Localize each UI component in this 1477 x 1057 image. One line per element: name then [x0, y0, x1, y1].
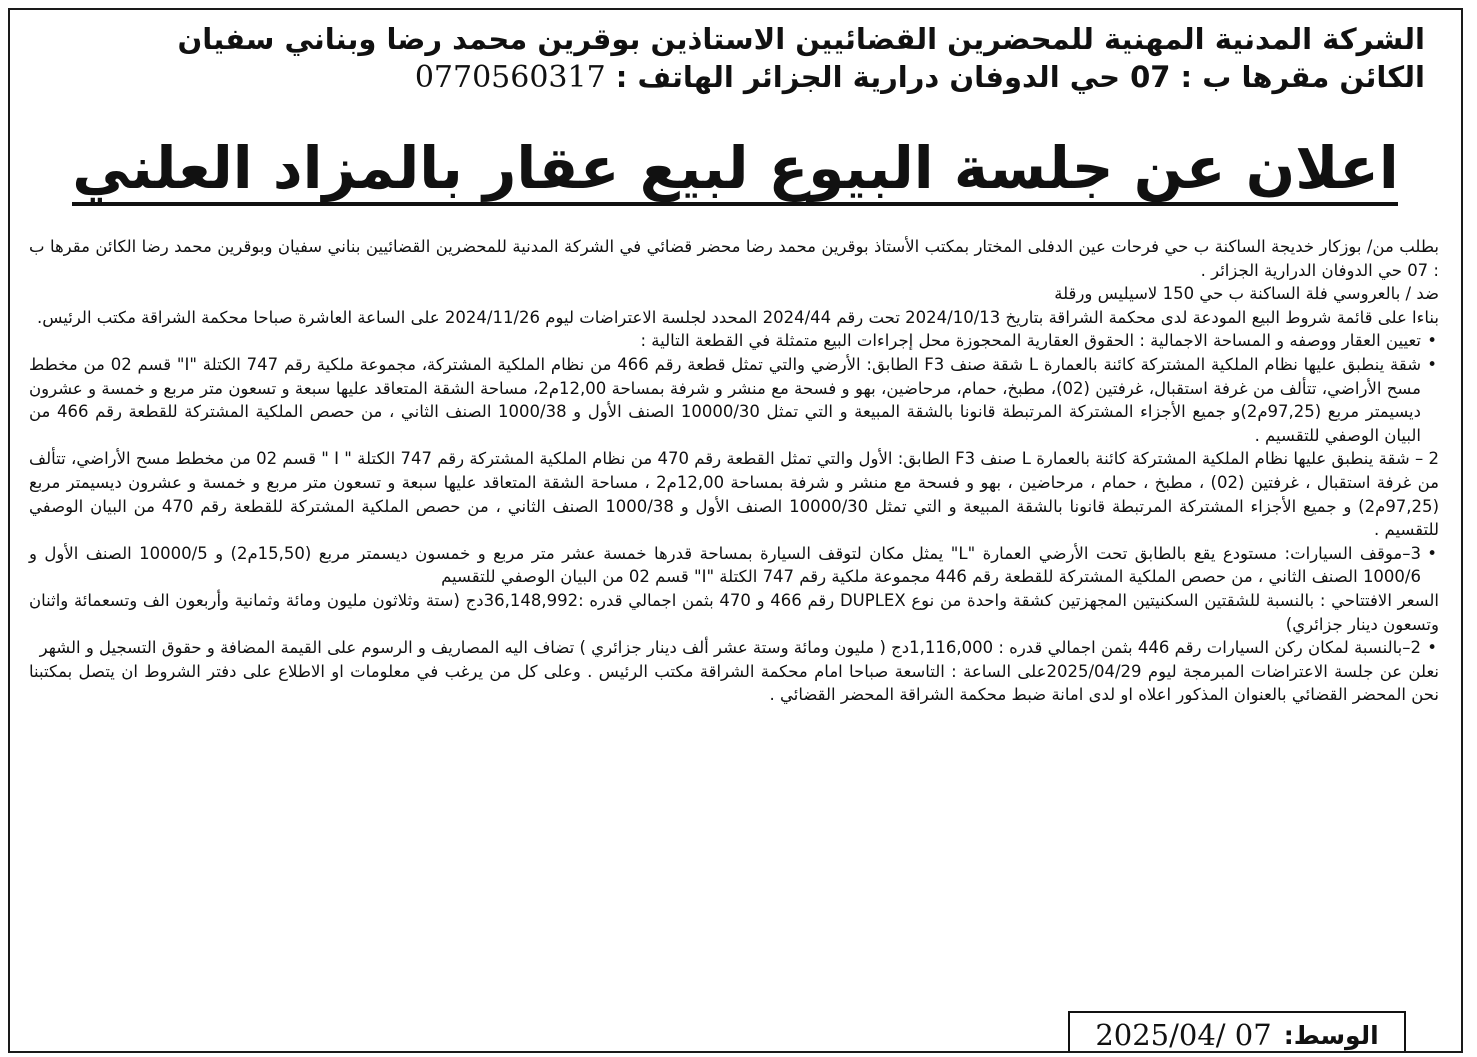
header	[25, 20, 1425, 97]
body-paragraph-session: نعلن عن جلسة الاعتراضات المبرمجة ليوم 2025/04/29على الساعة : التاسعة صباحا امام محكمة الشراقة مكتب الرئيس . وعلى كل من يرغب في معلومات او الاطلاع على دفتر الشروط ان يتصل بمكتبنا نحن المحضر القضائي بالعنوان المذكور اعلاه او لدى امانة ضبط محكمة الشراقة المحضر القضائي .	[29, 661, 1440, 705]
address-text: الكائن مقرها ب : 07 حي الدوفان درارية الجزائر الهاتف :	[615, 60, 1425, 94]
bullet-parking-price: • 2–بالنسبة لمكان ركن السيارات رقم 446 بثمن اجمالي قدره : 1,116,000دج ( مليون ومائة وستة عشر ألف دينار جزائري ) تضاف اليه المصاريف و الرسوم على القيمة المضافة و حقوق التسجيل و الشهر	[29, 636, 1439, 660]
announcement-body	[29, 235, 1439, 707]
footer-date-box	[1068, 1011, 1406, 1053]
publication-date: 2025/04/ 07	[1095, 1018, 1272, 1052]
body-paragraph-against: ضد / بالعروسي فلة الساكنة ب حي 150 لاسيليس ورقلة	[1054, 284, 1439, 304]
announcement-frame	[8, 8, 1463, 1053]
bullet-parking: • 3–موقف السيارات: مستودع يقع بالطابق تحت الأرضي العمارة "L" يمثل مكان لتوقف السيارة بمساحة قدرها خمسة عشر متر مربع و خمسون ديسمتر مربع (15,50م2) و 10000/5 الصنف الأول و 1000/6 الصنف الثاني ، من حصص الملكية المشتركة للقطعة رقم 446 مجموعة ملكية رقم 747 الكتلة "I" قسم 02 من البيان الوصفي للتقسيم	[29, 542, 1439, 589]
bullet-property-designation: • تعيين العقار ووصفه و المساحة الاجمالية : الحقوق العقارية المحجوزة محل إجراءات البيع متمثلة في القطعة التالية :	[29, 329, 1439, 353]
announcement-title: اعلان عن جلسة البيوع لبيع عقار بالمزاد العلني	[72, 134, 1399, 202]
body-paragraph-request: بطلب من/ بوزكار خديجة الساكنة ب حي فرحات عين الدفلى المختار بمكتب الأستاذ بوقرين محمد رضا محضر قضائي في الشركة المدنية للمحضرين القضائيين بناني سفيان وبوقرين محمد رضا الكائن مقرها ب : 07 حي الدوفان الدرارية الجزائر .	[29, 237, 1439, 280]
phone-number: 0770560317	[414, 60, 606, 95]
company-name: الشركة المدنية المهنية للمحضرين القضائيين الاستاذين بوقرين محمد رضا وبناني سفيان	[177, 22, 1425, 56]
title-underline	[72, 202, 1398, 206]
body-paragraph-opening-price: السعر الافتتاحي : بالنسبة للشقتين السكنيتين المجهزتين كشقة واحدة من نوع DUPLEX رقم 466 و 470 بثمن اجمالي قدره :36,148,992دج (ستة وثلاثون مليون ومائة وثمانية وأربعون الف وتسعمائة واثنان وتسعون دينار جزائري)	[29, 590, 1439, 634]
company-address	[25, 58, 1425, 97]
newspaper-label: الوسط:	[1283, 1020, 1379, 1050]
body-paragraph-apartment-470: 2 – شقة ينطبق عليها نظام الملكية المشتركة كائنة بالعمارة L صنف F3 الطابق: الأول والتي تمثل القطعة رقم 470 من نظام الملكية المشتركة رقم 747 الكتلة " I " قسم 02 من مخطط مسح الأراضي، تتألف من غرفة استقبال ، غرفتين (02) ، مطبخ ، حمام ، مرحاضين ، بهو و فسحة مع منشر و شرفة بمساحة 12,00م2 ، مساحة الشقة المتعاقد عليها سبعة و تسعون متر مربع و خمسة و عشرون ديسيمتر مربع (97,25م2) و جميع الأجزاء المشتركة المرتبطة قانونا بالشقة المبيعة و التي تمثل 10000/30 الصنف الأول و 1000/38 الصنف الثاني ، من حصص الملكية المشتركة للقطعة رقم 470 من البيان الوصفي للتقسيم .	[29, 449, 1440, 540]
bullet-apartment-466: • شقة ينطبق عليها نظام الملكية المشتركة كائنة بالعمارة L شقة صنف F3 الطابق: الأرضي والتي تمثل قطعة رقم 466 من نظام الملكية المشتركة، مجموعة ملكية رقم 747 الكتلة "I" قسم 02 من مخطط مسح الأراضي، تتألف من غرفة استقبال، غرفتين (02)، مطبخ، حمام، مرحاضين، بهو و فسحة مع منشر و شرفة بمساحة 12,00م2، مساحة الشقة المتعاقد عليها سبعة و تسعون متر مربع و خمسة و عشرون ديسيمتر مربع (97,25م2)و جميع الأجزاء المشتركة المرتبطة قانونا بالشقة المبيعة و التي تمثل 10000/30 الصنف الأول و 1000/38 الصنف الثاني ، من حصص الملكية المشتركة للقطعة رقم 466 من البيان الوصفي للتقسيم .	[29, 353, 1439, 447]
body-paragraph-conditions: بناءا على قائمة شروط البيع المودعة لدى محكمة الشراقة بتاريخ 2024/10/13 تحت رقم 2024/44 المحدد لجلسة الاعتراضات ليوم 2024/11/26 على الساعة العاشرة صباحا محكمة الشراقة مكتب الرئيس.	[36, 307, 1439, 327]
